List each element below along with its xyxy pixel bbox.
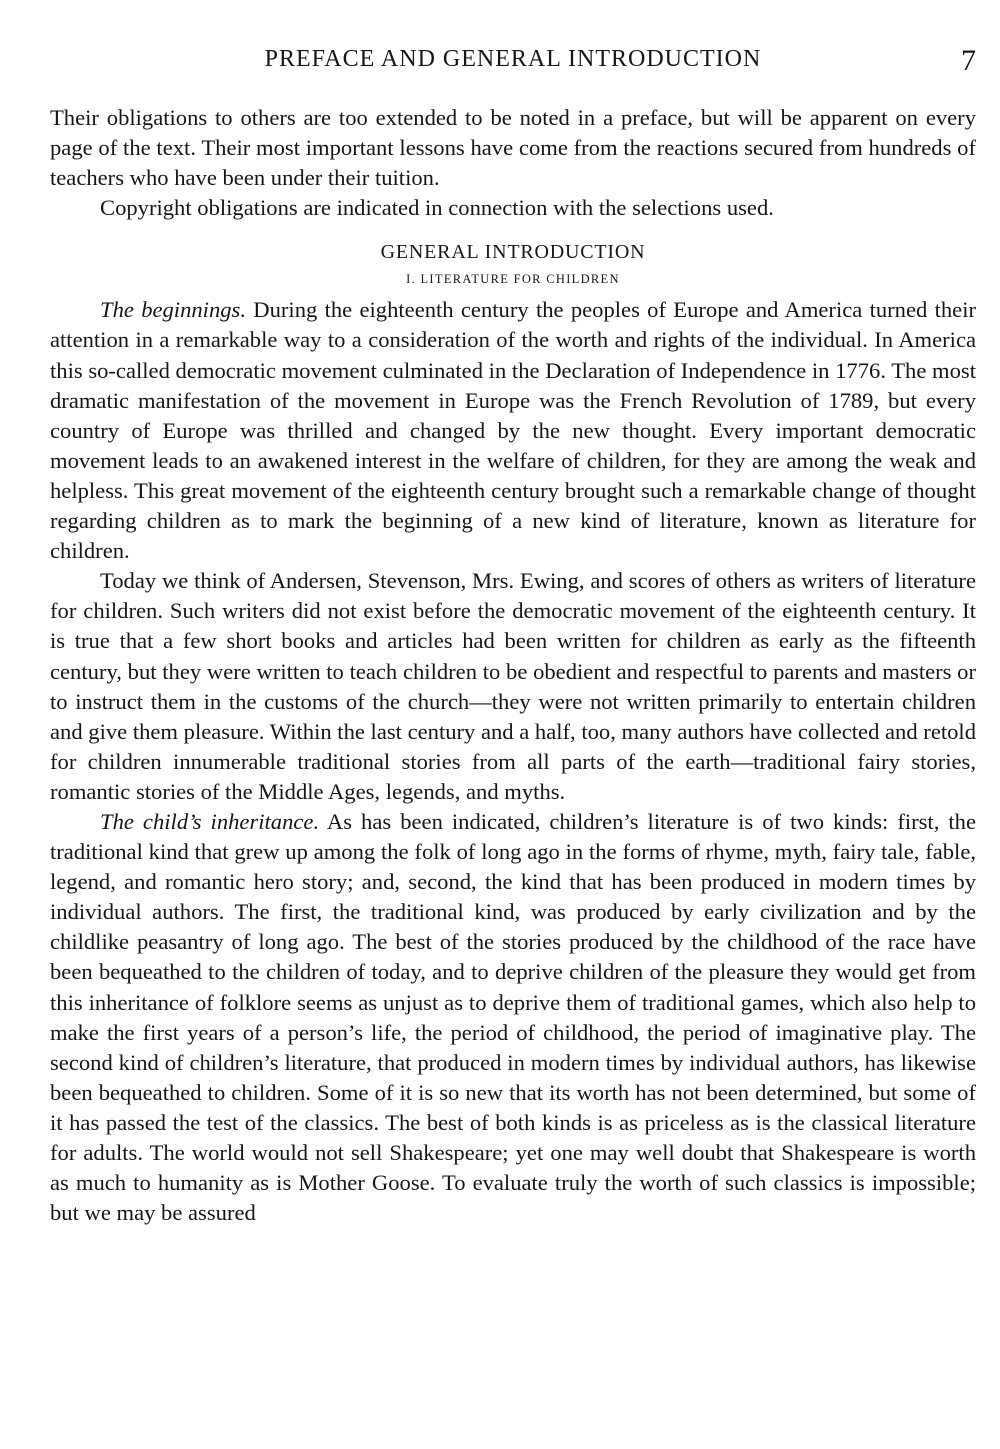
preface-paragraph: Their obligations to others are too extended to be noted in a preface, but will be apparent on every page of the text. Their most important lessons have come from the reactions secured from hundreds of teachers who have been under their tuition. bbox=[50, 105, 976, 191]
preface-paragraph: Copyright obligations are indicated in connection with the selections used. bbox=[100, 195, 774, 221]
body-text bbox=[50, 103, 976, 1228]
general-introduction-heading: GENERAL INTRODUCTION bbox=[380, 241, 646, 264]
run-in-heading: The beginnings. bbox=[100, 297, 246, 323]
paragraph-text: As has been indicated, children’s literature is of two kinds: first, the traditional kind that grew up among the folk of long ago in the forms of rhyme, myth, fairy tale, fable, legend, and romantic hero story; and, second, the kind that has been produced in modern times by individual authors. The first, the traditional kind, was produced by early civilization and by the childlike peasantry of long ago. The best of the stories produced by the childhood of the race have been bequeathed to the children of today, and to deprive children of the pleasure they would get from this inheritance of folklore seems as unjust as to deprive them of traditional games, which also help to make the first years of a person’s life, the period of childhood, the period of imaginative play. The second kind of children’s literature, that produced in modern times by individual authors, has likewise been bequeathed to children. Some of it is so new that its worth has not been determined, but some of it has passed the test of the classics. The best of both kinds is as priceless as is the classical literature for adults. The world would not sell Shakespeare; yet one may well doubt that Shakespeare is worth as much to humanity as is Mother Goose. To evaluate truly the worth of such classics is impossible; but we may be assured bbox=[50, 808, 977, 1226]
body-paragraph bbox=[50, 807, 976, 1228]
body-paragraph bbox=[50, 295, 976, 566]
paragraph-text: During the eighteenth century the peoples of Europe and America turned their attention in a remarkable way to a consideration of the worth and rights of the individual. In America this so-called democratic movement culminated in the Declaration of Independence in 1776. The most dramatic manifestation of the movement in Europe was the French Revolution of 1789, but every country of Europe was thrilled and changed by the new thought. Every important democratic movement leads to an awakened interest in the welfare of children, for they are among the weak and helpless. This great movement of the eighteenth century brought such a remarkable change of thought regarding children as to mark the beginning of a new kind of literature, known as literature for children. bbox=[50, 297, 976, 564]
page-number: 7 bbox=[961, 44, 976, 77]
body-paragraph bbox=[50, 566, 976, 807]
running-head bbox=[50, 46, 976, 80]
running-title: PREFACE AND GENERAL INTRODUCTION bbox=[264, 46, 762, 72]
literature-for-children-heading: I. LITERATURE FOR CHILDREN bbox=[406, 272, 620, 287]
book-page bbox=[50, 0, 976, 1449]
paragraph-text: Today we think of Andersen, Stevenson, Mrs. Ewing, and scores of others as writers of literature for children. Such writers did not exist before the democratic movement of the eighteenth century. It is true that a few short books and articles had been written for children as early as the fifteenth century, but they were written to teach children to be obedient and respectful to parents and masters or to instruct them in the customs of the church—they were not written primarily to entertain children and give them pleasure. Within the last century and a half, too, many authors have collected and retold for children innumerable traditional stories from all parts of the earth—traditional fairy stories, romantic stories of the Middle Ages, legends, and myths. bbox=[50, 568, 976, 804]
run-in-heading: The child’s inheritance. bbox=[100, 808, 320, 834]
